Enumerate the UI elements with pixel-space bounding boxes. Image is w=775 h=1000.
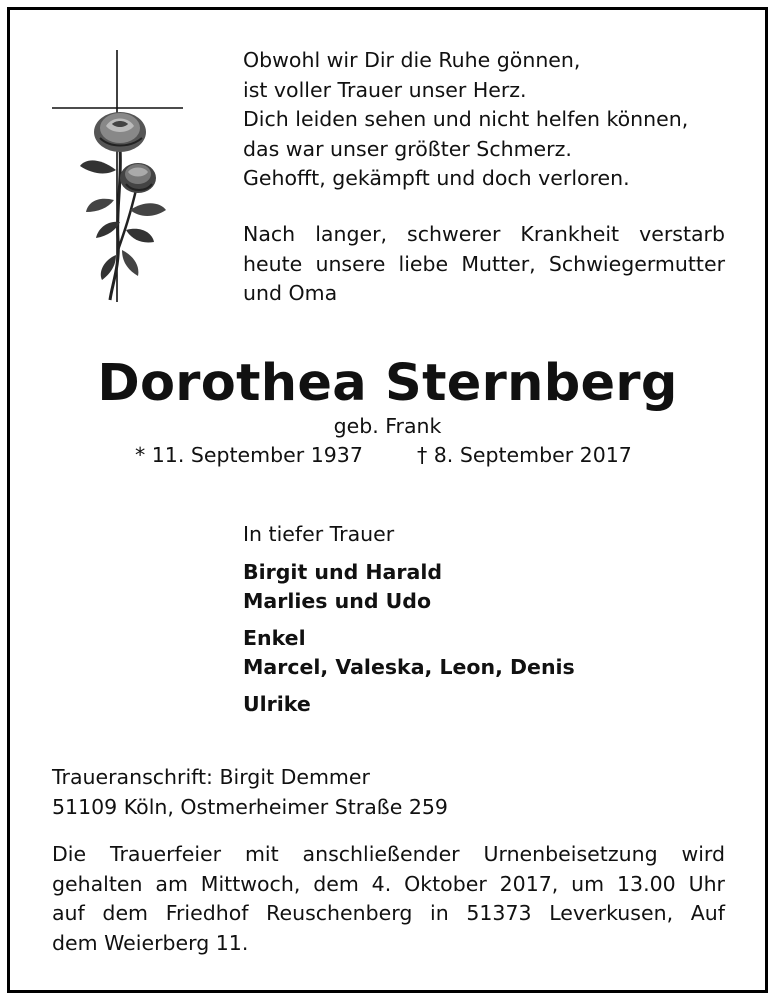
deceased-name: Dorothea Sternberg — [97, 354, 678, 413]
mourner-name: Enkel — [243, 626, 306, 650]
poem — [243, 46, 723, 194]
poem-line: Gehofft, gekämpft und doch verloren. — [243, 166, 630, 190]
mourning-label: In tiefer Trauer — [243, 522, 395, 546]
address-line: Traueranschrift: Birgit Demmer — [52, 765, 370, 789]
mourner-name: Birgit und Harald — [243, 560, 443, 584]
poem-line: Obwohl wir Dir die Ruhe gönnen, — [243, 48, 581, 72]
funeral-details — [52, 840, 725, 958]
poem-line: das war unser größter Schmerz. — [243, 136, 572, 161]
mourner-group — [243, 558, 575, 616]
address-line: 51109 Köln, Ostmerheimer Straße 259 — [52, 794, 448, 819]
mourner-name: Ulrike — [243, 692, 311, 716]
mourner-group — [243, 690, 575, 719]
mourner-group — [243, 624, 575, 682]
death-date: † 8. September 2017 — [417, 443, 632, 467]
funeral-line: Die Trauerfeier mit anschließender Urnenbeisetzung wird — [52, 842, 725, 866]
mourner-name: Marlies und Udo — [243, 589, 432, 613]
cross-with-roses-icon — [50, 50, 185, 305]
mourners-list — [243, 558, 575, 727]
mourner-name: Marcel, Valeska, Leon, Denis — [243, 655, 575, 679]
mourning-address — [52, 763, 448, 822]
announcement-line: heute unsere liebe Mutter, Schwiegermutter — [243, 251, 725, 276]
funeral-line: gehalten am Mittwoch, dem 4. Oktober 2017, um 13.00 Uhr — [52, 871, 725, 896]
announcement-line: und Oma — [243, 281, 338, 305]
funeral-line: auf dem Friedhof Reuschenberg in 51373 Leverkusen, Auf — [52, 901, 725, 925]
death-announcement — [243, 220, 725, 309]
funeral-line: dem Weierberg 11. — [52, 930, 249, 955]
announcement-line: Nach langer, schwerer Krankheit verstarb — [243, 222, 725, 246]
birth-name: geb. Frank — [333, 414, 442, 438]
poem-line: Dich leiden sehen und nicht helfen können, — [243, 107, 689, 131]
birth-date: * 11. September 1937 — [135, 443, 363, 467]
poem-line: ist voller Trauer unser Herz. — [243, 77, 527, 102]
